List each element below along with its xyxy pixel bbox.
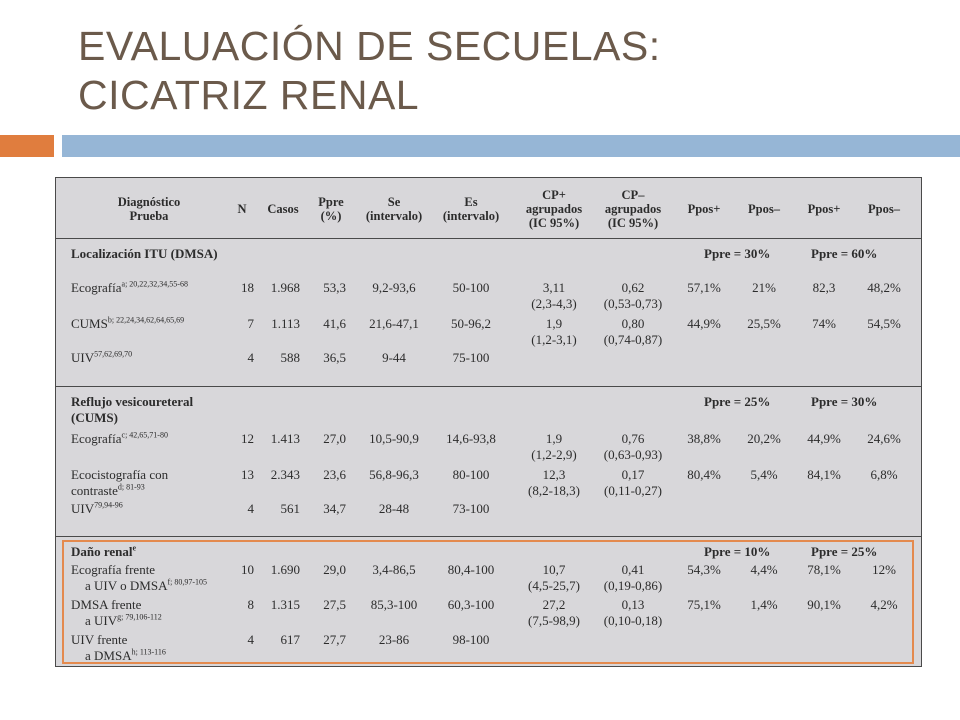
cell-ppos-pos-2: 84,1% xyxy=(807,467,841,482)
cell-es: 50-100 xyxy=(452,280,490,295)
cell-ppos-pos-2: 78,1% xyxy=(807,562,841,577)
cell-ppos-pos-1: 57,1% xyxy=(687,280,721,295)
header-n: N xyxy=(237,202,247,216)
row-ecocistografia-test: Ecocistografía con contraste$^{d; 81-93}$ xyxy=(71,467,169,498)
section-reflujo-ppre-b: Ppre = 30% xyxy=(811,394,878,409)
cell-ppos-pos-1: 54,3% xyxy=(687,562,721,577)
cell-es: 80,4-100 xyxy=(447,562,495,577)
header-cp-negativo: CP– agrupados (IC 95%) xyxy=(604,188,662,230)
cell-n: 4 xyxy=(247,350,254,365)
cell-se: 23-86 xyxy=(378,632,410,647)
cell-ppre: 36,5 xyxy=(323,350,346,365)
cell-casos: 588 xyxy=(280,350,300,365)
cell-ppos-neg-2: 4,2% xyxy=(870,597,898,612)
section-reflujo-title: Reflujo vesicoureteral (CUMS) xyxy=(71,394,194,425)
header-ppos-pos-2: Ppos+ xyxy=(807,202,841,216)
header-se: Se (intervalo) xyxy=(365,195,423,223)
cell-ppos-neg-1: 25,5% xyxy=(747,316,781,331)
cell-ppos-neg-1: 21% xyxy=(752,280,776,295)
cell-es: 60,3-100 xyxy=(447,597,495,612)
cell-cp-negativo: 0,62 (0,53-0,73) xyxy=(603,280,663,311)
slide-title-line2: CICATRIZ RENAL xyxy=(78,72,420,118)
cell-ppos-neg-1: 20,2% xyxy=(747,431,781,446)
header-diagnostico: Diagnóstico Prueba xyxy=(117,195,181,223)
cell-casos: 617 xyxy=(280,632,300,647)
cell-es: 50-96,2 xyxy=(450,316,492,331)
cell-casos: 1.968 xyxy=(270,280,300,295)
cell-cp-positivo: 12,3 (8,2-18,3) xyxy=(528,467,580,498)
cell-cp-negativo: 0,17 (0,11-0,27) xyxy=(603,467,662,498)
cell-cp-positivo: 27,2 (7,5-98,9) xyxy=(528,597,580,628)
slide-title-line1: EVALUACIÓN DE SECUELAS: xyxy=(78,23,661,69)
cell-n: 4 xyxy=(247,501,254,516)
cell-ppos-neg-1: 4,4% xyxy=(750,562,778,577)
row-ecografia-dmsa-test: Ecografía$^{a; 20,22,32,34,55-68}$ xyxy=(71,279,188,295)
cell-ppre: 53,3 xyxy=(323,280,346,295)
cell-ppos-pos-1: 38,8% xyxy=(687,431,721,446)
cell-ppos-pos-1: 75,1% xyxy=(687,597,721,612)
cell-casos: 1.690 xyxy=(270,562,300,577)
section-reflujo-ppre-a: Ppre = 25% xyxy=(704,394,771,409)
cell-es: 98-100 xyxy=(452,632,490,647)
row-ecografia-rvu-test: Ecografía$^{c; 42,65,71-80}$ xyxy=(71,430,168,446)
cell-ppos-neg-1: 1,4% xyxy=(750,597,778,612)
cell-n: 10 xyxy=(241,562,254,577)
header-cp-positivo: CP+ agrupados (IC 95%) xyxy=(525,188,583,230)
cell-ppos-pos-2: 90,1% xyxy=(807,597,841,612)
cell-ppos-pos-2: 74% xyxy=(812,316,836,331)
cell-es: 73-100 xyxy=(452,501,490,516)
cell-ppos-pos-2: 44,9% xyxy=(807,431,841,446)
cell-ppre: 27,7 xyxy=(323,632,346,647)
row-uiv-rvu-test: UIV$^{79,94-96}$ xyxy=(71,500,123,516)
header-ppos-neg-1: Ppos– xyxy=(748,202,780,216)
cell-n: 18 xyxy=(241,280,254,295)
row-cums-test: CUMS$^{b; 22,24,34,62,64,65,69}$ xyxy=(71,315,185,331)
cell-n: 12 xyxy=(241,431,254,446)
cell-cp-negativo: 0,13 (0,10-0,18) xyxy=(603,597,663,628)
cell-cp-positivo: 1,9 (1,2-3,1) xyxy=(531,316,577,347)
cell-ppre: 34,7 xyxy=(323,501,346,516)
cell-ppos-neg-2: 6,8% xyxy=(870,467,898,482)
cell-ppre: 23,6 xyxy=(323,467,346,482)
cell-ppre: 41,6 xyxy=(323,316,346,331)
row-dmsa-dano-test: DMSA frente a UIV$^{g; 79,106-112}$ xyxy=(71,597,162,628)
cell-se: 10,5-90,9 xyxy=(369,431,419,446)
cell-cp-positivo: 10,7 (4,5-25,7) xyxy=(528,562,580,593)
cell-ppos-neg-2: 24,6% xyxy=(867,431,901,446)
cell-n: 13 xyxy=(241,467,254,482)
cell-ppre: 29,0 xyxy=(323,562,346,577)
cell-ppre: 27,0 xyxy=(323,431,346,446)
cell-se: 56,8-96,3 xyxy=(369,467,419,482)
cell-ppos-neg-2: 12% xyxy=(872,562,896,577)
cell-cp-negativo: 0,80 (0,74-0,87) xyxy=(603,316,663,347)
cell-se: 9,2-93,6 xyxy=(372,280,416,295)
cell-cp-negativo: 0,76 (0,63-0,93) xyxy=(603,431,663,462)
header-ppre: Ppre (%) xyxy=(318,195,344,223)
row-uiv-dmsa-test: UIV$^{57,62,69,70}$ xyxy=(71,349,133,365)
section-dano-renal-ppre-b: Ppre = 25% xyxy=(811,544,878,559)
section-dano-renal-title: Daño renal$^e$ xyxy=(71,543,137,559)
cell-ppos-neg-1: 5,4% xyxy=(750,467,778,482)
cell-es: 75-100 xyxy=(452,350,490,365)
cell-n: 4 xyxy=(247,632,254,647)
cell-casos: 561 xyxy=(280,501,300,516)
cell-ppos-neg-2: 54,5% xyxy=(867,316,901,331)
cell-ppos-pos-1: 80,4% xyxy=(687,467,721,482)
cell-se: 9-44 xyxy=(382,350,406,365)
cell-casos: 2.343 xyxy=(270,467,300,482)
cell-se: 85,3-100 xyxy=(370,597,418,612)
cell-se: 21,6-47,1 xyxy=(369,316,419,331)
cell-casos: 1.413 xyxy=(270,431,300,446)
cell-cp-negativo: 0,41 (0,19-0,86) xyxy=(603,562,663,593)
row-uiv-dano-test: UIV frente a DMSA$^{h; 113-116}$ xyxy=(71,632,166,663)
cell-es: 14,6-93,8 xyxy=(446,431,496,446)
cell-cp-positivo: 3,11 (2,3-4,3) xyxy=(531,280,577,311)
cell-es: 80-100 xyxy=(452,467,490,482)
cell-se: 28-48 xyxy=(378,501,410,516)
cell-n: 7 xyxy=(247,316,254,331)
section-localizacion-ppre-a: Ppre = 30% xyxy=(704,246,771,261)
title-rule-bar xyxy=(62,135,960,157)
cell-ppos-pos-2: 82,3 xyxy=(812,280,836,295)
cell-ppre: 27,5 xyxy=(323,597,346,612)
cell-cp-positivo: 1,9 (1,2-2,9) xyxy=(531,431,577,462)
header-ppos-pos-1: Ppos+ xyxy=(687,202,721,216)
cell-ppos-pos-1: 44,9% xyxy=(687,316,721,331)
header-ppos-neg-2: Ppos– xyxy=(868,202,900,216)
header-divider xyxy=(56,238,921,239)
slide-title xyxy=(78,22,661,120)
section-divider-1 xyxy=(56,386,921,387)
section-localizacion-title: Localización ITU (DMSA) xyxy=(71,246,218,261)
results-table xyxy=(55,177,922,667)
cell-se: 3,4-86,5 xyxy=(372,562,416,577)
cell-casos: 1.113 xyxy=(271,316,300,331)
row-ecografia-dano-test: Ecografía frente a UIV o DMSA$^{f; 80,97-105}$ xyxy=(71,562,208,593)
section-localizacion-ppre-b: Ppre = 60% xyxy=(811,246,878,261)
cell-casos: 1.315 xyxy=(270,597,300,612)
cell-n: 8 xyxy=(247,597,254,612)
section-divider-2 xyxy=(56,536,921,537)
accent-bar xyxy=(0,135,54,157)
header-es: Es (intervalo) xyxy=(442,195,500,223)
section-dano-renal-ppre-a: Ppre = 10% xyxy=(704,544,771,559)
header-casos: Casos xyxy=(267,202,299,216)
cell-ppos-neg-2: 48,2% xyxy=(867,280,901,295)
